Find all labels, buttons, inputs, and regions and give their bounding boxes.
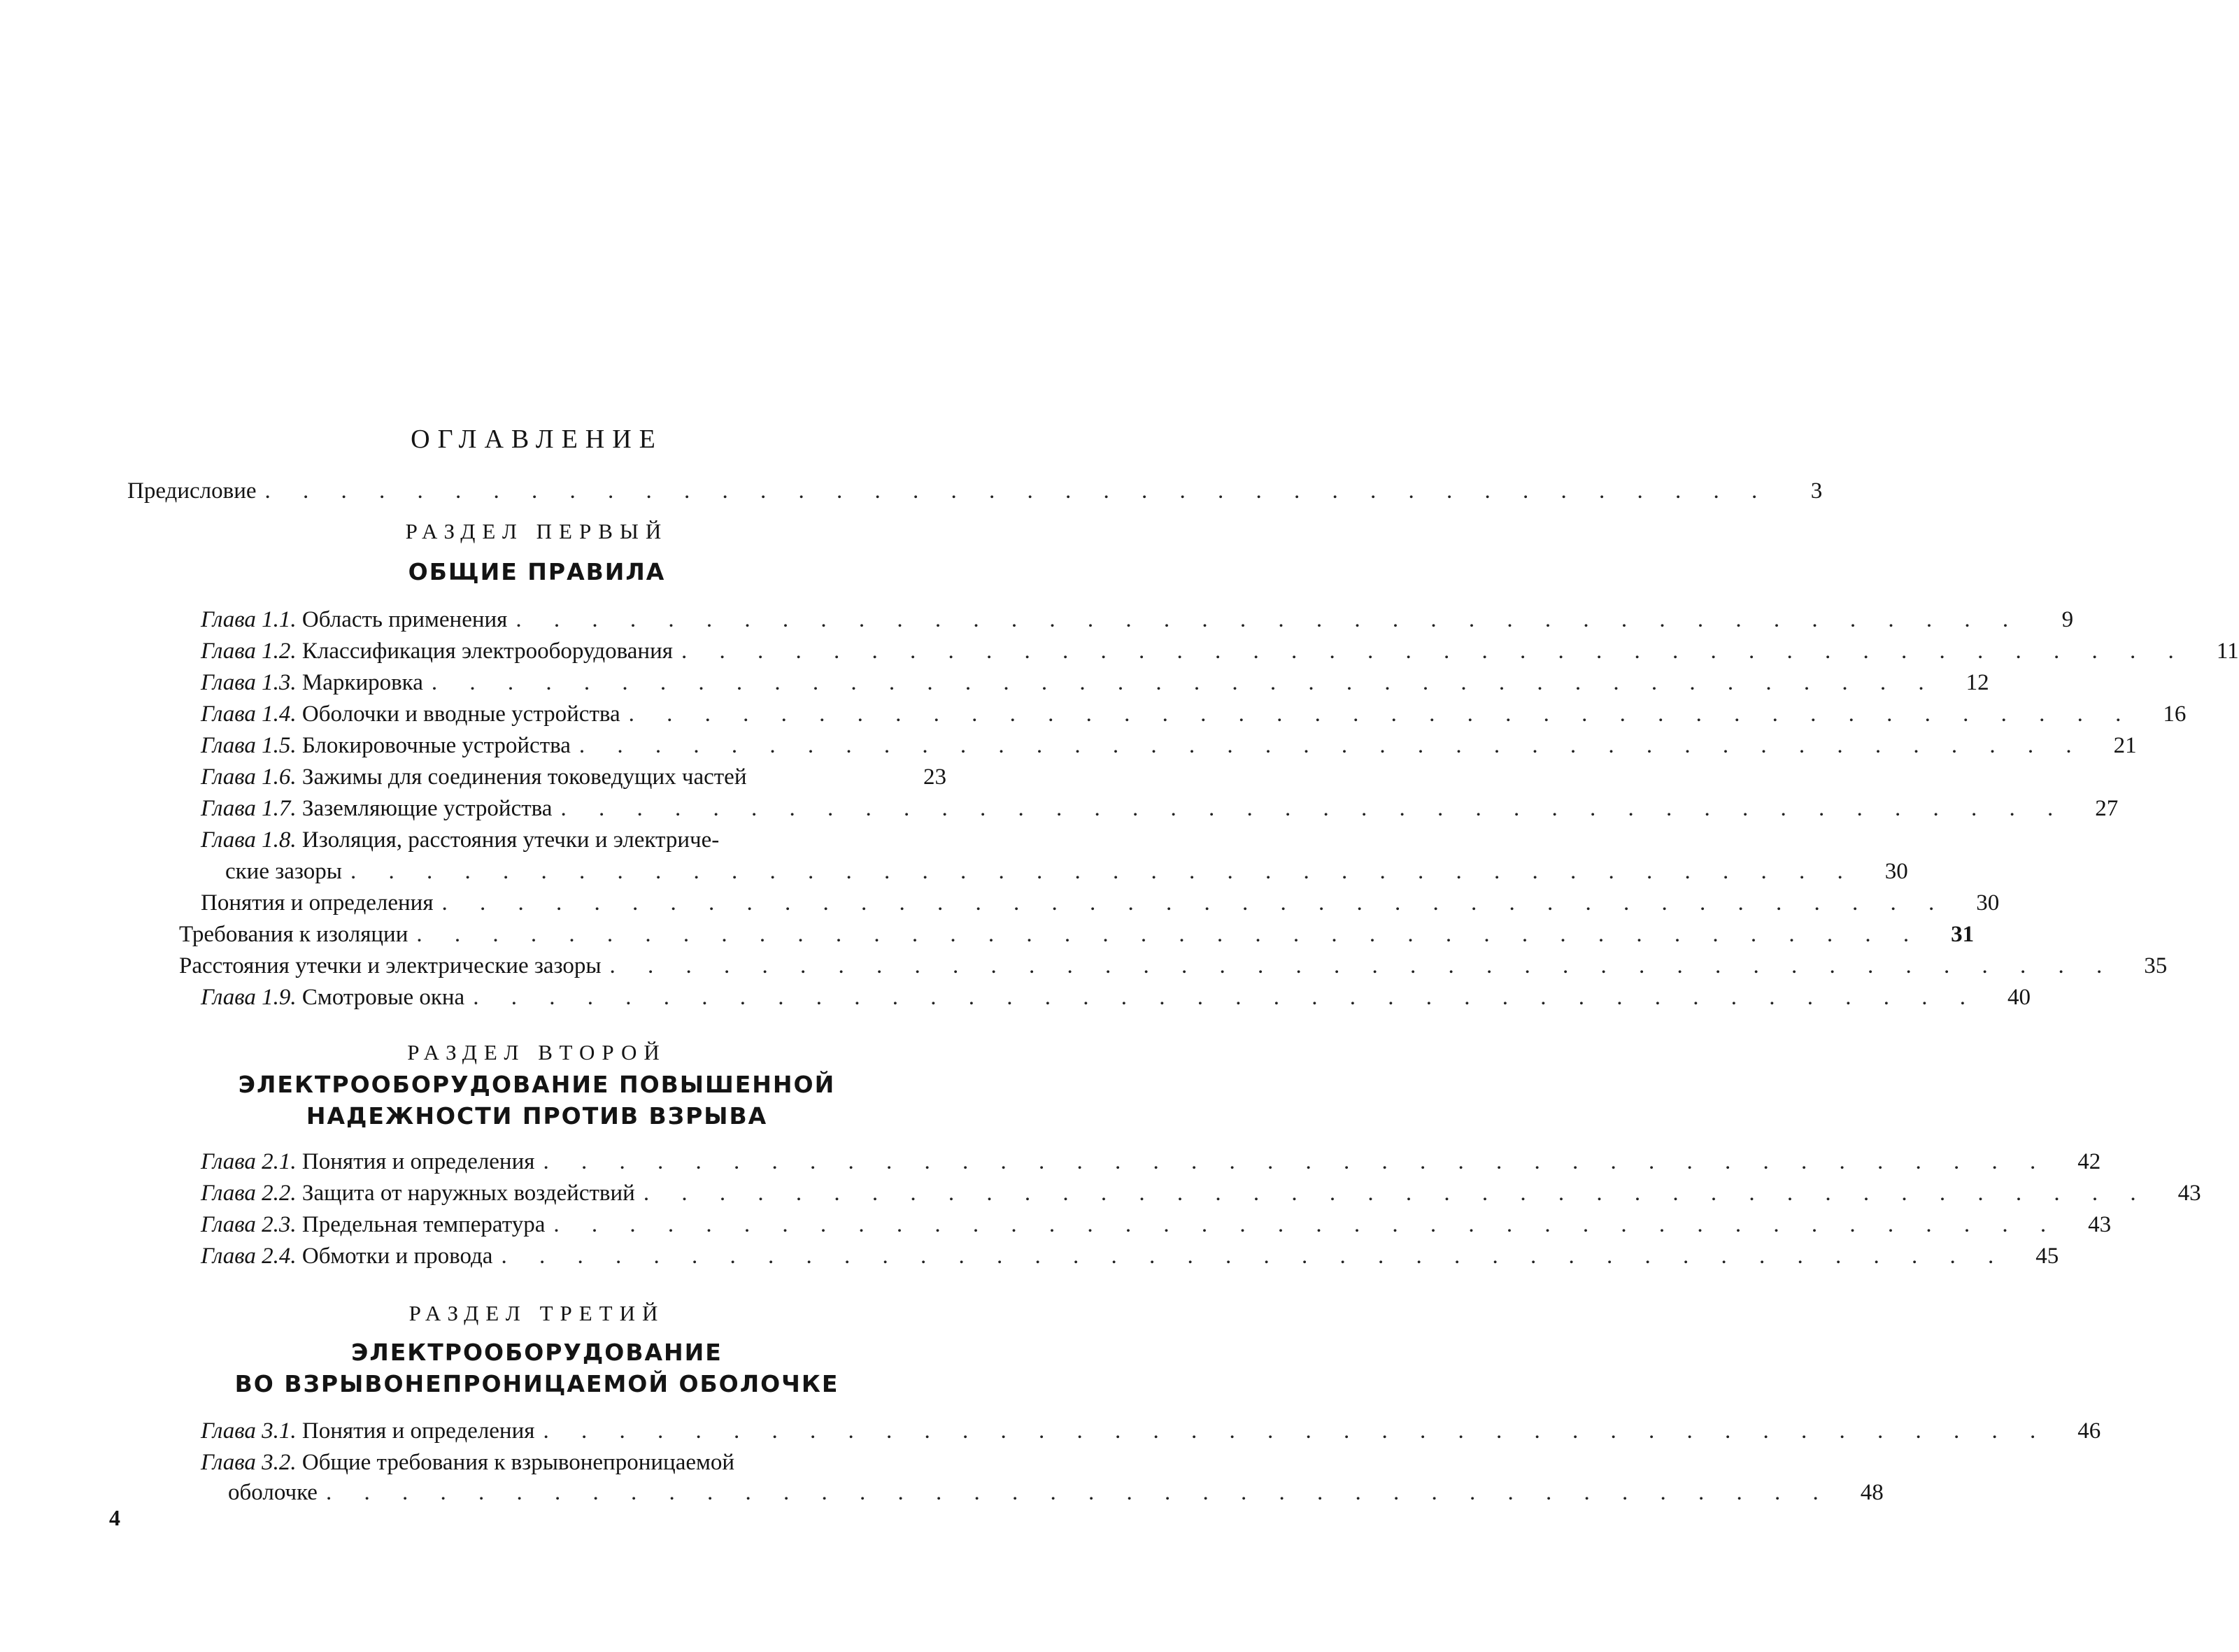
chapter-label: Глава 1.9. bbox=[201, 985, 297, 1010]
page-ref: 30 bbox=[1976, 890, 2000, 916]
chapter-label: Глава 1.8. bbox=[201, 827, 297, 853]
page-ref: 3 bbox=[1810, 478, 1823, 504]
page-ref: 45 bbox=[2035, 1244, 2059, 1269]
page-ref: 43 bbox=[2088, 1212, 2112, 1237]
dot-leader: . . . . . . . . . . . . . . . . . . . . . . . . . . . . . . . . . . . . . . . . bbox=[560, 796, 2067, 821]
entry-text: Понятия и определения bbox=[201, 890, 434, 916]
dot-leader: . . . . . . . . . . . . . . . . . . . . . . . . . . . . . . . . . . . . . . . . bbox=[543, 1149, 2049, 1174]
dot-leader: . . . . . . . . . . . . . . . . . . . . . . . . . . . . . . . . . . . . . . . . bbox=[416, 922, 1923, 947]
toc-subentry[interactable] bbox=[201, 888, 2000, 918]
page-ref: 43 bbox=[2177, 1181, 2201, 1206]
entry-text-continued: оболочке bbox=[228, 1480, 318, 1505]
page-ref: 30 bbox=[1884, 859, 1908, 884]
toc-subentry[interactable] bbox=[179, 950, 2168, 981]
entry-text: Изоляция, расстояния утечки и электриче- bbox=[301, 827, 720, 853]
dot-leader: . . . . . . . . . . . . . . . . . . . . . . . . . . . . . . . . . . . . . . . . bbox=[643, 1181, 2149, 1206]
dot-leader: . . . . . . . . . . . . . . . . . . . . . . . . . . . . . . . . . . . . . . . . bbox=[681, 639, 2187, 664]
table-of-contents-title: ОГЛАВЛЕНИЕ bbox=[411, 425, 663, 454]
entry-text: Классификация электрооборудования bbox=[301, 639, 673, 664]
chapter-label: Глава 2.4. bbox=[201, 1244, 297, 1269]
chapter-label: Глава 1.4. bbox=[201, 702, 297, 727]
toc-entry[interactable] bbox=[201, 636, 2239, 667]
chapter-label: Глава 3.2. bbox=[201, 1450, 297, 1475]
page-ref: 48 bbox=[1860, 1480, 1884, 1505]
entry-text: Понятия и определения bbox=[301, 1418, 535, 1444]
page-ref: 42 bbox=[2077, 1149, 2101, 1174]
page-ref: 21 bbox=[2113, 733, 2137, 758]
toc-entry-continuation[interactable] bbox=[225, 856, 1908, 887]
chapter-label: Глава 2.3. bbox=[201, 1212, 297, 1237]
toc-entry-continuation[interactable] bbox=[228, 1477, 1884, 1508]
page-ref: 46 bbox=[2077, 1418, 2101, 1444]
entry-text: Требования к изоляции bbox=[179, 922, 408, 947]
dot-leader: . . . . . . . . . . . . . . . . . . . . . . . . . . . . . . . . . . . . . . . . bbox=[350, 859, 1856, 884]
page-ref: 11 bbox=[2216, 639, 2239, 664]
entry-text-continued: ские зазоры bbox=[225, 859, 342, 884]
chapter-label: Глава 2.2. bbox=[201, 1181, 297, 1206]
entry-text: Область применения bbox=[301, 607, 508, 632]
section-2-label: РАЗДЕЛ ВТОРОЙ bbox=[407, 1040, 667, 1064]
toc-entry-first-line[interactable] bbox=[201, 825, 719, 855]
toc-entry[interactable] bbox=[201, 1209, 2112, 1240]
entry-text: Заземляющие устройства bbox=[301, 796, 553, 821]
chapter-label: Глава 1.2. bbox=[201, 639, 297, 664]
toc-entry[interactable] bbox=[201, 699, 2187, 729]
dot-leader: . . . . . . . . . . . . . . . . . . . . . . . . . . . . . . . . . . . . . . . . bbox=[516, 607, 2022, 632]
entry-text: Понятия и определения bbox=[301, 1149, 535, 1174]
toc-subentry[interactable] bbox=[179, 919, 1975, 950]
page-number: 4 bbox=[109, 1505, 120, 1530]
dot-leader: . . . . . . . . . . . . . . . . . . . . . . . . . . . . . . . . . . . . . . . . bbox=[628, 702, 2135, 727]
toc-entry[interactable] bbox=[201, 1241, 2059, 1272]
chapter-label: Глава 1.7. bbox=[201, 796, 297, 821]
section-2-title-line-2: НАДЕЖНОСТИ ПРОТИВ ВЗРЫВА bbox=[306, 1102, 768, 1130]
page-ref: 23 bbox=[923, 764, 946, 790]
dot-leader: . . . . . . . . . . . . . . . . . . . . . . . . . . . . . . . . . . . . . . . . bbox=[473, 985, 1979, 1010]
entry-text: Расстояния утечки и электрические зазоры bbox=[179, 953, 602, 978]
toc-entry[interactable] bbox=[201, 1416, 2101, 1446]
toc-entry[interactable] bbox=[201, 730, 2137, 761]
page-ref: 35 bbox=[2144, 953, 2168, 978]
entry-text: Блокировочные устройства bbox=[301, 733, 571, 758]
dot-leader: . . . . . . . . . . . . . . . . . . . . . . . . . . . . . . . . . . . . . . . . bbox=[543, 1418, 2049, 1444]
dot-leader: . . . . . . . . . . . . . . . . . . . . . . . . . . . . . . . . . . . . . . . . bbox=[431, 670, 1938, 695]
dot-leader: . . . . . . . . . . . . . . . . . . . . . . . . . . . . . . . . . . . . . . . . bbox=[264, 478, 1771, 504]
dot-leader: . . . . . . . . . . . . . . . . . . . . . . . . . . . . . . . . . . . . . . . . bbox=[325, 1480, 1832, 1505]
toc-entry[interactable] bbox=[201, 604, 2074, 635]
toc-entry[interactable] bbox=[201, 982, 2031, 1013]
page-ref: 12 bbox=[1966, 670, 1989, 695]
page-ref: 40 bbox=[2007, 985, 2031, 1010]
chapter-label: Глава 1.5. bbox=[201, 733, 297, 758]
dot-leader: . . . . . . . . . . . . . . . . . . . . . . . . . . . . . . . . . . . . . . . . bbox=[553, 1212, 2060, 1237]
chapter-label: Глава 1.1. bbox=[201, 607, 297, 632]
entry-text: Маркировка bbox=[301, 670, 423, 695]
page-ref: 16 bbox=[2163, 702, 2187, 727]
toc-entry-preface[interactable] bbox=[127, 476, 1823, 506]
dot-leader: . . . . . . . . . . . . . . . . . . . . . . . . . . . . . . . . . . . . . . . . bbox=[609, 953, 2116, 978]
entry-text: Общие требования к взрывонепроницаемой bbox=[301, 1450, 735, 1475]
toc-entry[interactable] bbox=[201, 762, 946, 792]
dot-leader: . . . . . . . . . . . . . . . . . . . . . . . . . . . . . . . . . . . . . . . . bbox=[501, 1244, 2007, 1269]
entry-text: Защита от наружных воздействий bbox=[301, 1181, 635, 1206]
entry-text: Смотровые окна bbox=[301, 985, 465, 1010]
toc-entry[interactable] bbox=[201, 793, 2119, 824]
chapter-label: Глава 1.6. bbox=[201, 764, 297, 790]
section-3-label: РАЗДЕЛ ТРЕТИЙ bbox=[408, 1301, 665, 1325]
dot-leader: . . . . . . . . . . . . . . . . . . . . . . . . . . . . . . . . . . . . . . . . bbox=[578, 733, 2085, 758]
toc-entry[interactable] bbox=[201, 1178, 2201, 1209]
entry-text: Зажимы для соединения токоведущих частей bbox=[301, 764, 747, 790]
section-1-label: РАЗДЕЛ ПЕРВЫЙ bbox=[405, 519, 669, 543]
toc-entry[interactable] bbox=[201, 1146, 2101, 1177]
chapter-label: Глава 2.1. bbox=[201, 1149, 297, 1174]
dot-leader: . . . . . . . . . . . . . . . . . . . . . . . . . . . . . . . . . . . . . . . . bbox=[441, 890, 1948, 916]
page-ref: 27 bbox=[2095, 796, 2119, 821]
toc-entry-first-line[interactable] bbox=[201, 1447, 734, 1478]
page-ref: 31 bbox=[1951, 922, 1975, 947]
entry-text: Обмотки и провода bbox=[301, 1244, 493, 1269]
section-3-title-line-1: ЭЛЕКТРООБОРУДОВАНИЕ bbox=[351, 1339, 723, 1366]
entry-text: Предельная температура bbox=[301, 1212, 546, 1237]
section-2-title-line-1: ЭЛЕКТРООБОРУДОВАНИЕ ПОВЫШЕННОЙ bbox=[238, 1071, 836, 1098]
entry-text: Оболочки и вводные устройства bbox=[301, 702, 620, 727]
chapter-label: Глава 3.1. bbox=[201, 1418, 297, 1444]
page-ref: 9 bbox=[2061, 607, 2074, 632]
entry-text: Предисловие bbox=[127, 478, 257, 504]
section-1-title: ОБЩИЕ ПРАВИЛА bbox=[408, 558, 666, 585]
section-3-title-line-2: ВО ВЗРЫВОНЕПРОНИЦАЕМОЙ ОБОЛОЧКЕ bbox=[234, 1370, 839, 1397]
chapter-label: Глава 1.3. bbox=[201, 670, 297, 695]
toc-entry[interactable] bbox=[201, 667, 1989, 698]
